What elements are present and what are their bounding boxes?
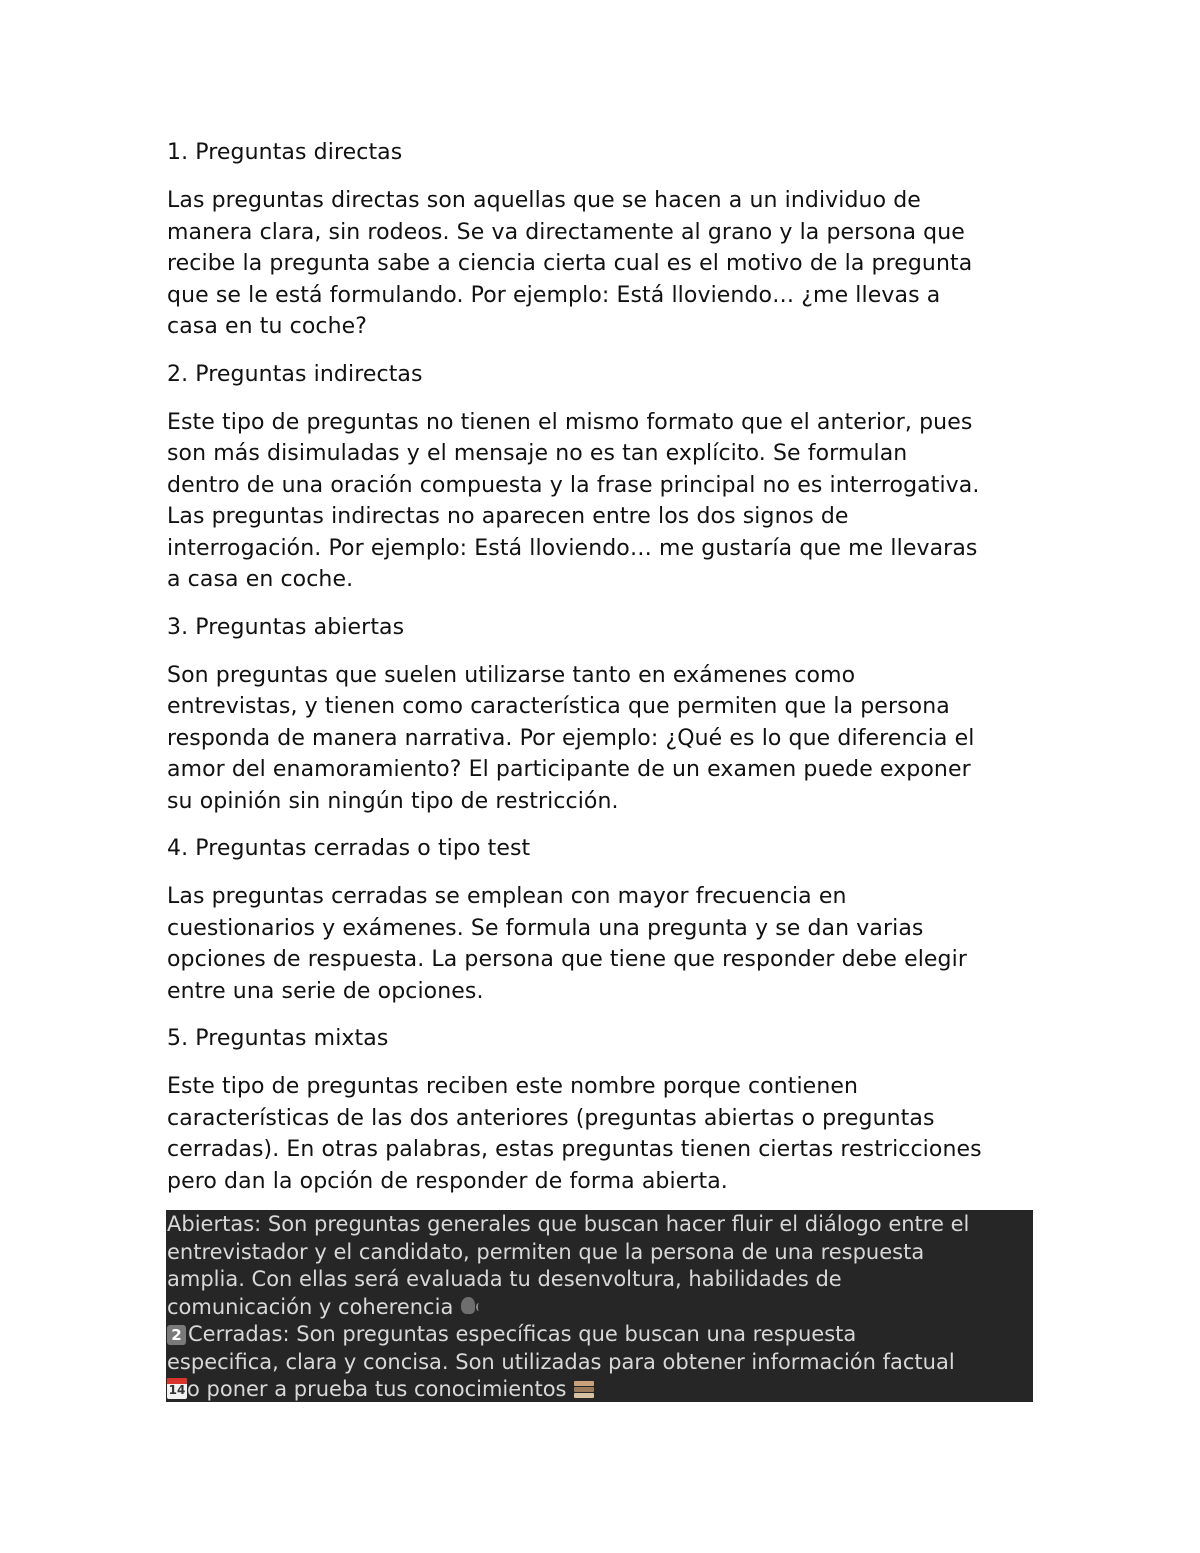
section-paragraph	[167, 185, 1037, 343]
note-line	[167, 1321, 1033, 1349]
note-line-text: Cerradas: Son preguntas específicas que buscan una respuesta	[188, 1322, 857, 1346]
books-icon	[573, 1380, 595, 1398]
text-line: Este tipo de preguntas no tienen el mismo formato que el anterior, pues	[167, 409, 973, 435]
note-line	[167, 1376, 1033, 1404]
note-line	[167, 1294, 1033, 1322]
text-line: dentro de una oración compuesta y la frase principal no es interrogativa.	[167, 472, 980, 498]
note-line-text: comunicación y coherencia	[167, 1294, 454, 1319]
text-line: Son preguntas que suelen utilizarse tanto en exámenes como	[167, 662, 856, 688]
section-heading: 2. Preguntas indirectas	[167, 361, 423, 387]
section-heading: 3. Preguntas abiertas	[167, 614, 405, 640]
calendar-icon	[167, 1378, 187, 1399]
text-line: cuestionarios y exámenes. Se formula una pregunta y se dan varias	[167, 915, 924, 941]
speaking-head-icon	[460, 1295, 482, 1317]
note-line: Abiertas: Son preguntas generales que buscan hacer fluir el diálogo entre el	[167, 1212, 970, 1236]
text-line: que se le está formulando. Por ejemplo: Está lloviendo… ¿me llevas a	[167, 282, 941, 308]
section-paragraph	[167, 407, 1037, 596]
note-line: especifica, clara y concisa. Son utilizadas para obtener información factual	[167, 1349, 955, 1374]
section-paragraph	[167, 1071, 1037, 1197]
text-line: cerradas). En otras palabras, estas preguntas tienen ciertas restricciones	[167, 1137, 982, 1162]
text-line: a casa en coche.	[167, 567, 354, 592]
text-line: Las preguntas cerradas se emplean con mayor frecuencia en	[167, 884, 847, 909]
section-indirect-questions	[167, 359, 1037, 596]
note-line: entrevistador y el candidato, permiten que la persona de una respuesta	[167, 1239, 925, 1264]
section-heading: 1. Preguntas directas	[167, 140, 403, 165]
text-line: responda de manera narrativa. Por ejemplo: ¿Qué es lo que diferencia el	[167, 725, 975, 751]
text-line: amor del enamoramiento? El participante de un examen puede exponer	[167, 757, 971, 782]
text-line: son más disimuladas y el mensaje no es tan explícito. Se formulan	[167, 441, 908, 466]
text-line: interrogación. Por ejemplo: Está lloviendo… me gustaría que me llevaras	[167, 535, 978, 561]
text-line: su opinión sin ningún tipo de restricción.	[167, 788, 619, 814]
text-line: casa en tu coche?	[167, 314, 368, 339]
text-line: recibe la pregunta sabe a ciencia cierta cual es el motivo de la pregunta	[167, 251, 973, 276]
text-line: Las preguntas directas son aquellas que se hacen a un individuo de	[167, 188, 921, 213]
section-heading: 5. Preguntas mixtas	[167, 1026, 389, 1051]
section-direct-questions	[167, 137, 1037, 343]
pasted-note-box	[166, 1210, 1033, 1402]
text-line: entre una serie de opciones.	[167, 978, 484, 1004]
note-line-text: o poner a prueba tus conocimientos	[187, 1377, 567, 1401]
section-heading: 4. Preguntas cerradas o tipo test	[167, 836, 531, 861]
section-paragraph	[167, 660, 1037, 818]
section-paragraph	[167, 881, 1037, 1007]
text-line: Las preguntas indirectas no aparecen entre los dos signos de	[167, 504, 849, 529]
text-line: Este tipo de preguntas reciben este nombre porque contienen	[167, 1074, 859, 1099]
text-line: pero dan la opción de responder de forma abierta.	[167, 1168, 728, 1194]
keycap-two-icon: 2	[167, 1325, 186, 1345]
text-line: manera clara, sin rodeos. Se va directamente al grano y la persona que	[167, 219, 965, 245]
note-line: amplia. Con ellas será evaluada tu desenvoltura, habilidades de	[167, 1267, 842, 1291]
document-body	[167, 137, 1037, 1213]
section-mixed-questions	[167, 1023, 1037, 1197]
section-open-questions	[167, 612, 1037, 818]
text-line: entrevistas, y tienen como característica que permiten que la persona	[167, 694, 950, 719]
calendar-day: 14	[168, 1383, 186, 1397]
text-line: características de las dos anteriores (preguntas abiertas o preguntas	[167, 1105, 935, 1131]
section-closed-questions	[167, 833, 1037, 1007]
text-line: opciones de respuesta. La persona que tiene que responder debe elegir	[167, 947, 967, 972]
